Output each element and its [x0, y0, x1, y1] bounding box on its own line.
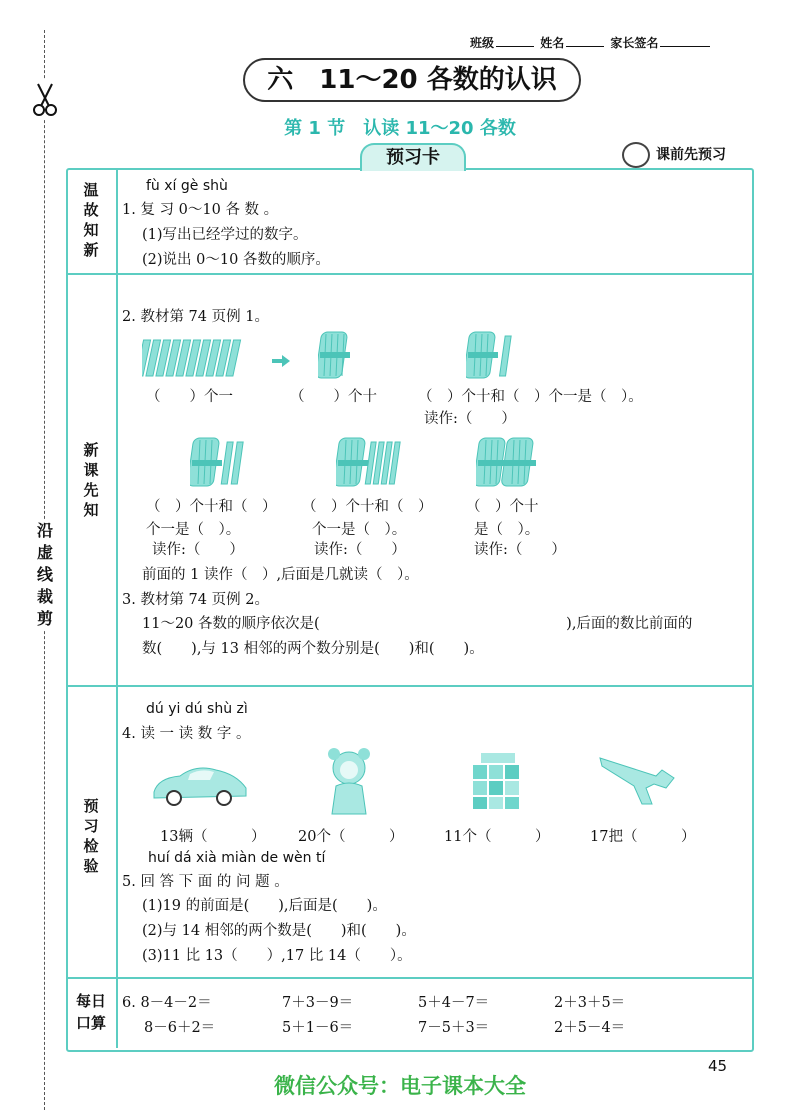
pinyin-5: huí dá xià miàn de wèn tí [148, 850, 326, 866]
cut-label: 沿虚线裁剪 [34, 520, 56, 630]
pinyin-4: dú yi dú shù zì [146, 701, 248, 717]
calc-6: 5＋1－6＝ [282, 1020, 354, 1036]
class-blank[interactable] [496, 46, 534, 47]
preview-tag [622, 142, 726, 168]
b2-line3: 读作:（ ） [314, 542, 406, 558]
section-title: 第 1 节 认读 11～20 各数 [284, 118, 516, 139]
preview-tag-text: 课前先预习 [656, 147, 726, 163]
question-4: 4. 读 一 读 数 字 。 [122, 726, 251, 742]
calc-1: 6. 8－4－2＝ [122, 995, 212, 1011]
row-label-new: 新课先知 [83, 441, 99, 519]
calc-2: 7＋3－9＝ [282, 995, 354, 1011]
b3-line1: （ ）个十 [466, 499, 539, 515]
bundle-4-image [476, 436, 540, 492]
question-1b: (2)说出 0～10 各数的顺序。 [142, 252, 330, 268]
bundle-image [318, 330, 352, 384]
bundle-3-image [336, 436, 402, 492]
question-5c: (3)11 比 13（ ）,17 比 14（ ）。 [142, 948, 412, 964]
header-info [470, 34, 712, 51]
item-guns: 17把（ ） [590, 829, 696, 845]
read-as-11: 读作:（ ） [424, 411, 516, 427]
calc-4: 2＋3＋5＝ [554, 995, 626, 1011]
b1-line3: 读作:（ ） [152, 542, 244, 558]
question-3: 3. 教材第 74 页例 2。 [122, 592, 269, 608]
row-label-check: 预习检验 [83, 797, 99, 875]
row-label-daily: 每日口算 [75, 992, 106, 1032]
item-dolls: 20个（ ） [298, 829, 404, 845]
calc-3: 5＋4－7＝ [418, 995, 490, 1011]
question-5b: (2)与 14 相邻的两个数是( )和( )。 [142, 923, 416, 939]
question-3a: 11～20 各数的顺序依次是( ),后面的数比前面的 [142, 616, 693, 632]
item-cars: 13辆（ ） [160, 829, 266, 845]
rule-line: 前面的 1 读作（ ）,后面是几就读（ ）。 [142, 567, 419, 583]
question-1a: (1)写出已经学过的数字。 [142, 227, 308, 243]
item-cubes: 11个（ ） [444, 829, 550, 845]
parent-sign-blank[interactable] [660, 46, 710, 47]
b2-line1: （ ）个十和（ ） [302, 499, 433, 515]
water-gun-image [596, 752, 676, 810]
question-3b: 数( ),与 13 相邻的两个数分别是( )和( )。 [142, 641, 484, 657]
car-image [150, 760, 250, 812]
calc-5: 8－6＋2＝ [144, 1020, 216, 1036]
question-5a: (1)19 的前面是( ),后面是( )。 [142, 898, 387, 914]
blank-ones: （ ）个一 [146, 389, 233, 405]
row-divider [66, 977, 752, 979]
row-divider [66, 685, 752, 687]
bundle-2-image [190, 436, 250, 492]
question-5: 5. 回 答 下 面 的 问 题 。 [122, 874, 289, 890]
b1-line1: （ ）个十和（ ） [146, 499, 277, 515]
b1-line2: 个一是（ ）。 [146, 522, 241, 538]
chapter-title: 六 11～20 各数的认识 [243, 58, 581, 102]
label-column-divider [116, 168, 118, 1048]
question-2: 2. 教材第 74 页例 1。 [122, 309, 269, 325]
page-number: 45 [708, 1057, 728, 1075]
question-1: 1. 复 习 0～10 各 数 。 [122, 202, 279, 218]
doll-image [326, 746, 372, 822]
name-label: 姓名 [540, 36, 565, 50]
name-blank[interactable] [566, 46, 604, 47]
pinyin-review: fù xí gè shù [146, 178, 228, 194]
rubiks-cube-image [470, 752, 524, 816]
card-title: 预习卡 [360, 143, 466, 171]
clock-icon [622, 142, 650, 168]
class-label: 班级 [470, 36, 495, 50]
blank-tens: （ ）个十 [290, 389, 377, 405]
sticks-image [142, 338, 247, 382]
row-divider [66, 273, 752, 275]
b3-line2: 是（ ）。 [474, 522, 540, 538]
calc-8: 2＋5－4＝ [554, 1020, 626, 1036]
arrow-icon [272, 352, 290, 371]
bundle-plus-stick-image [466, 330, 518, 384]
b2-line2: 个一是（ ）。 [312, 522, 407, 538]
b3-line3: 读作:（ ） [474, 542, 566, 558]
parent-sign-label: 家长签名 [610, 36, 659, 50]
footer-watermark: 微信公众号：电子课本大全 [274, 1074, 526, 1098]
blank-eleven: （ ）个十和（ ）个一是（ ）。 [418, 389, 643, 405]
row-label-review: 温故知新 [83, 181, 99, 259]
calc-7: 7－5＋3＝ [418, 1020, 490, 1036]
